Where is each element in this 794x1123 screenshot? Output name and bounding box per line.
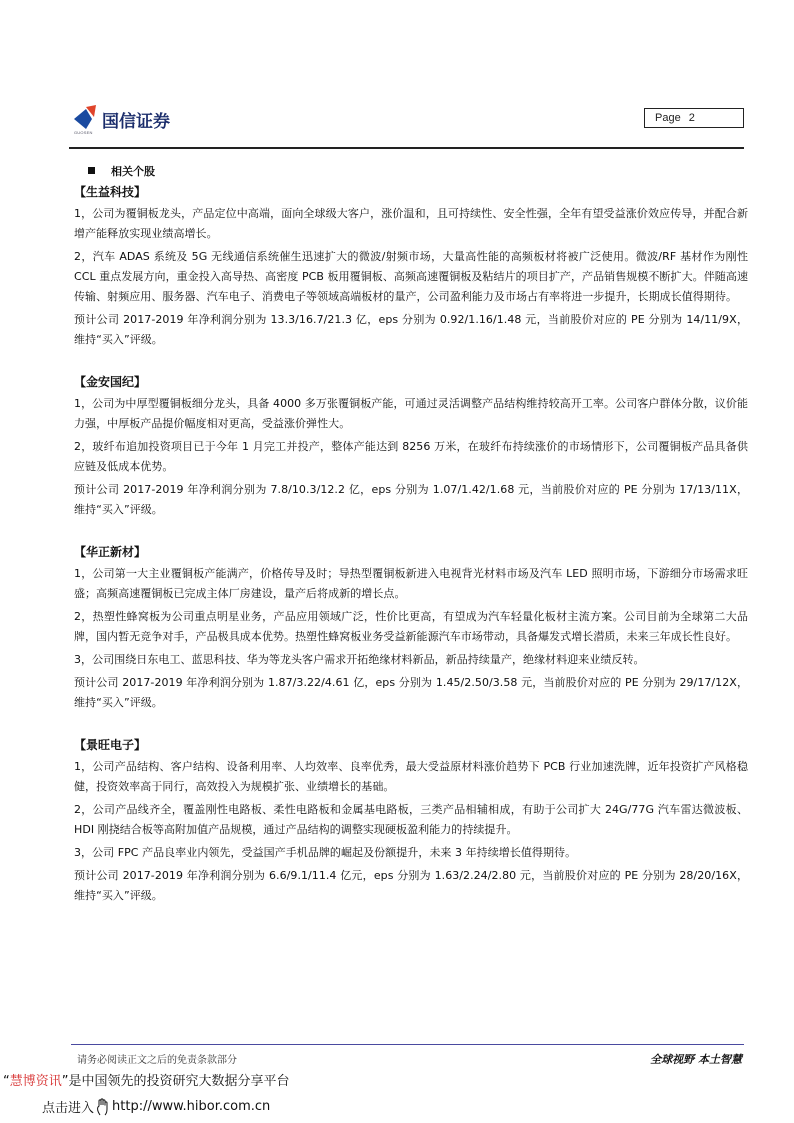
company-title: 【景旺电子】 — [74, 738, 147, 752]
page-indicator — [644, 108, 744, 128]
company-title: 【生益科技】 — [74, 185, 147, 199]
paragraph: 1，公司为覆铜板龙头，产品定位中高端，面向全球级大客户，涨价温和，且可持续性、安全性强，全年有望受益涨价效应传导，并配合新增产能释放实现业绩高增长。 — [74, 207, 748, 240]
company-title: 【金安国纪】 — [74, 375, 147, 389]
forecast-paragraph: 预计公司 2017-2019 年净利润分别为 1.87/3.22/4.61 亿，eps 分别为 1.45/2.50/3.58 元，当前股价对应的 PE 分别为 29/17/12X，维持“买入”评级。 — [74, 676, 748, 709]
hibor-tagline: 是中国领先的投资研究大数据分享平台 — [68, 1074, 290, 1089]
paragraph: 2，公司产品线齐全，覆盖刚性电路板、柔性电路板和金属基电路板，三类产品相辅相成，有助于公司扩大 24G/77G 汽车雷达微波板、HDI 刚挠结合板等高附加值产品规模，通过产品结构的调整实现硬板盈利能力的持续提升。 — [74, 803, 748, 836]
guosen-logo-icon — [74, 105, 98, 129]
square-bullet-icon — [88, 167, 95, 174]
hibor-link[interactable] — [42, 1097, 270, 1116]
hibor-brand: 慧博资讯 — [9, 1074, 62, 1089]
page-label: Page — [655, 112, 681, 124]
paragraph: 2，汽车 ADAS 系统及 5G 无线通信系统催生迅速扩大的微波/射频市场，大量高性能的高频板材将被广泛使用。微波/RF 基材作为刚性 CCL 重点发展方向，重金投入高导热、高密度 PCB 板用覆铜板、高频高速覆铜板及粘结片的项目扩产，产品销售规模不断扩大。伴随高速传输、射频应用、服务器、汽车电子、消费电子等领域高端板材的量产，公司盈利能力及市场占有率将进一步提升，长期成长值得期待。 — [74, 250, 748, 303]
company-block-shengyi — [74, 184, 748, 350]
slogan-text: 全球视野 本土智慧 — [650, 1053, 742, 1066]
page-number: 2 — [688, 112, 695, 124]
hibor-banner — [3, 1070, 290, 1089]
hibor-url[interactable]: http://www.hibor.com.cn — [112, 1099, 271, 1114]
click-enter-text: 点击进入 — [42, 1101, 95, 1116]
company-block-huazheng — [74, 544, 748, 713]
forecast-paragraph: 预计公司 2017-2019 年净利润分别为 13.3/16.7/21.3 亿，eps 分别为 0.92/1.16/1.48 元，当前股价对应的 PE 分别为 14/11/9X，维持“买入”评级。 — [74, 313, 748, 346]
forecast-paragraph: 预计公司 2017-2019 年净利润分别为 6.6/9.1/11.4 亿元，eps 分别为 1.63/2.24/2.80 元，当前股价对应的 PE 分别为 28/20/16X，维持“买入”评级。 — [74, 869, 748, 902]
company-block-jinan — [74, 374, 748, 520]
pointing-hand-icon — [96, 1098, 110, 1116]
paragraph: 3，公司围绕日东电工、蓝思科技、华为等龙头客户需求开拓绝缘材料新品，新品持续量产，绝缘材料迎来业绩反转。 — [74, 653, 645, 666]
paragraph: 2，热塑性蜂窝板为公司重点明星业务，产品应用领域广泛，性价比更高，有望成为汽车轻量化板材主流方案。公司目前为全球第二大品牌，国内暂无竞争对手，产品极具成本优势。热塑性蜂窝板业务受益新能源汽车市场带动，具备爆发式增长潜质，未来三年成长性良好。 — [74, 610, 748, 643]
paragraph: 3，公司 FPC 产品良率业内领先，受益国产手机品牌的崛起及份额提升，未来 3 年持续增长值得期待。 — [74, 846, 577, 859]
section-heading — [88, 163, 155, 179]
paragraph: 2，玻纤布追加投资项目已于今年 1 月完工并投产，整体产能达到 8256 万米，在玻纤布持续涨价的市场情形下，公司覆铜板产品具备供应链及低成本优势。 — [74, 440, 748, 473]
logo-english-text: GUOSEN — [74, 130, 93, 135]
disclaimer-text: 请务必阅读正文之后的免责条款部分 — [77, 1055, 237, 1066]
document-body — [74, 184, 748, 930]
logo-chinese-text: 国信证券 — [102, 112, 170, 132]
quote-open: “ — [3, 1074, 10, 1089]
forecast-paragraph: 预计公司 2017-2019 年净利润分别为 7.8/10.3/12.2 亿，eps 分别为 1.07/1.42/1.68 元，当前股价对应的 PE 分别为 17/13/11X，维持“买入”评级。 — [74, 483, 748, 516]
section-heading-text: 相关个股 — [111, 165, 155, 178]
footer-divider — [71, 1044, 744, 1045]
guosen-logo — [74, 103, 194, 137]
paragraph: 1，公司产品结构、客户结构、设备利用率、人均效率、良率优秀，最大受益原材料涨价趋势下 PCB 行业加速洗牌，近年投资扩产风格稳健，投资效率高于同行，高效投入为规模扩张、业绩增长的基础。 — [74, 760, 748, 793]
header-divider — [69, 147, 744, 149]
company-block-jingwang — [74, 737, 748, 906]
company-title: 【华正新材】 — [74, 545, 147, 559]
paragraph: 1，公司第一大主业覆铜板产能满产，价格传导及时；导热型覆铜板新进入电视背光材料市场及汽车 LED 照明市场，下游细分市场需求旺盛；高频高速覆铜板已完成主体厂房建设，量产后将成新的增长点。 — [74, 567, 748, 600]
quote-close: ” — [61, 1074, 69, 1089]
paragraph: 1，公司为中厚型覆铜板细分龙头，具备 4000 多万张覆铜板产能，可通过灵活调整产品结构维持较高开工率。公司客户群体分散，议价能力强，中厚板产品提价幅度相对更高，受益涨价弹性大。 — [74, 397, 748, 430]
